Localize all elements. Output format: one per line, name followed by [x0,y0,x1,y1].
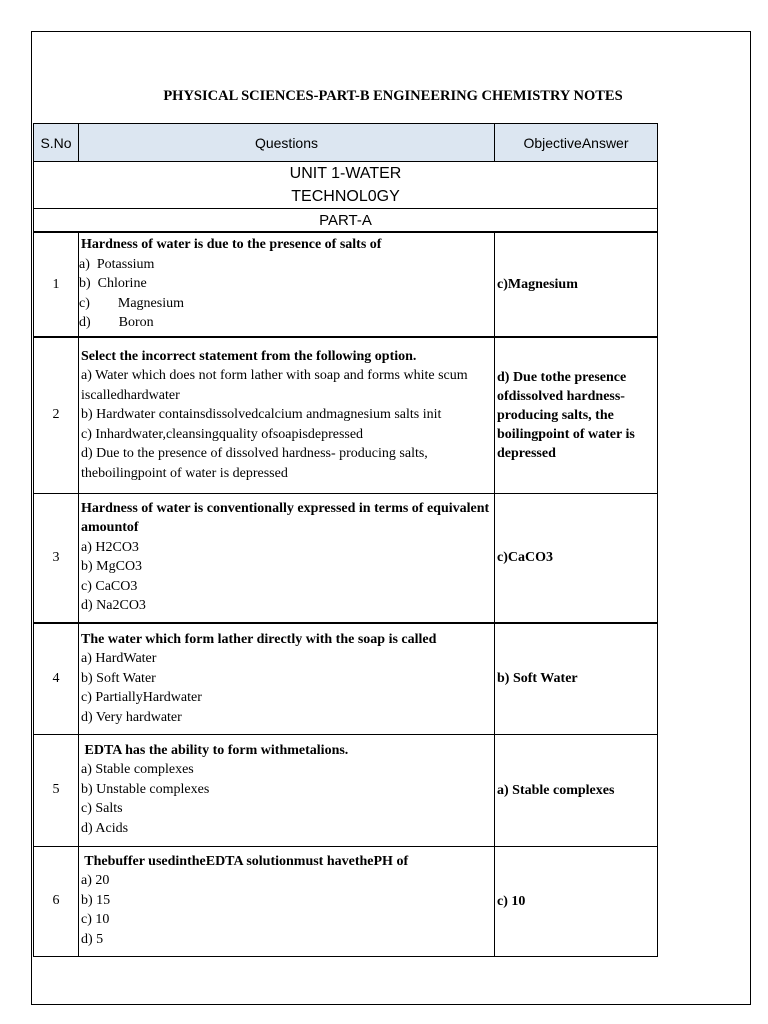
option: d) Very hardwater [81,709,182,725]
answer-cell: c)CaCO3 [495,493,658,623]
question-cell [79,337,495,493]
option: b) Chlorine [79,276,147,292]
option: a) H2CO3 [81,539,139,555]
answer-cell: b) Soft Water [495,623,658,734]
question-cell [79,493,495,623]
unit-heading-row [34,162,658,209]
question-cell [79,232,495,337]
question-text: Hardness of water is conventionally expressed in terms of equivalent amountof [81,500,490,536]
question-text: EDTA has the ability to form withmetalions. [81,742,349,758]
row-number: 5 [34,734,79,846]
question-cell [79,846,495,956]
option: c) Inhardwater,cleansingquality ofsoapisdepressed [81,426,364,442]
option: b) 15 [81,892,111,908]
row-number: 3 [34,493,79,623]
option: d) Acids [81,820,129,836]
column-header-answer: ObjectiveAnswer [495,124,658,162]
part-heading-row [34,209,658,233]
option: d) 5 [81,931,104,947]
option: d) Due to the presence of dissolved hardness- producing salts, theboilingpoint of water is depressed [81,446,428,481]
option: c) CaCO3 [81,578,138,594]
questions-table [33,123,658,957]
table-row [34,846,658,956]
table-row [34,337,658,493]
column-header-sno: S.No [34,124,79,162]
unit-heading-line2: TECHNOL0GY [291,188,400,205]
document-title: PHYSICAL SCIENCES-PART-B ENGINEERING CHEMISTRY NOTES [163,88,623,104]
option: a) HardWater [81,651,157,666]
option: d) Boron [79,315,154,331]
option: a) Potassium [79,256,155,272]
question-text: Thebuffer usedintheEDTA solutionmust havethePH of [81,853,409,869]
option: b) MgCO3 [81,559,143,575]
table-header-row [34,124,658,162]
question-text: The water which form lather directly with the soap is called [81,631,437,647]
question-text: Hardness of water is due to the presence of salts of [81,237,382,253]
option: a) Water which does not form lather with soap and forms white scum iscalledhardwater [81,368,468,403]
table-row [34,493,658,623]
question-cell [79,623,495,734]
answer-cell: c)Magnesium [495,232,658,337]
option: d) Na2CO3 [81,598,146,614]
part-heading: PART-A [34,209,658,233]
answer-cell: c) 10 [495,846,658,956]
unit-heading-line1: UNIT 1-WATER [289,165,402,182]
question-text: Select the incorrect statement from the following option. [81,348,417,364]
row-number: 6 [34,846,79,956]
table-row [34,734,658,846]
option: c) Magnesium [79,295,184,311]
option: b) Soft Water [81,670,156,686]
option: c) PartiallyHardwater [81,690,202,705]
option: c) Salts [81,801,123,817]
unit-heading [34,162,658,209]
option: c) 10 [81,912,110,928]
option: a) 20 [81,873,110,889]
option: a) Stable complexes [81,762,194,778]
row-number: 1 [34,232,79,337]
row-number: 4 [34,623,79,734]
option: b) Unstable complexes [81,781,210,797]
row-number: 2 [34,337,79,493]
option: b) Hardwater containsdissolvedcalcium andmagnesium salts init [81,407,442,422]
column-header-questions: Questions [79,124,495,162]
question-cell [79,734,495,846]
answer-cell: a) Stable complexes [495,734,658,846]
answer-cell: d) Due tothe presence ofdissolved hardness-producing salts, the boilingpoint of water is depressed [495,337,658,493]
table-row [34,623,658,734]
table-row [34,232,658,337]
